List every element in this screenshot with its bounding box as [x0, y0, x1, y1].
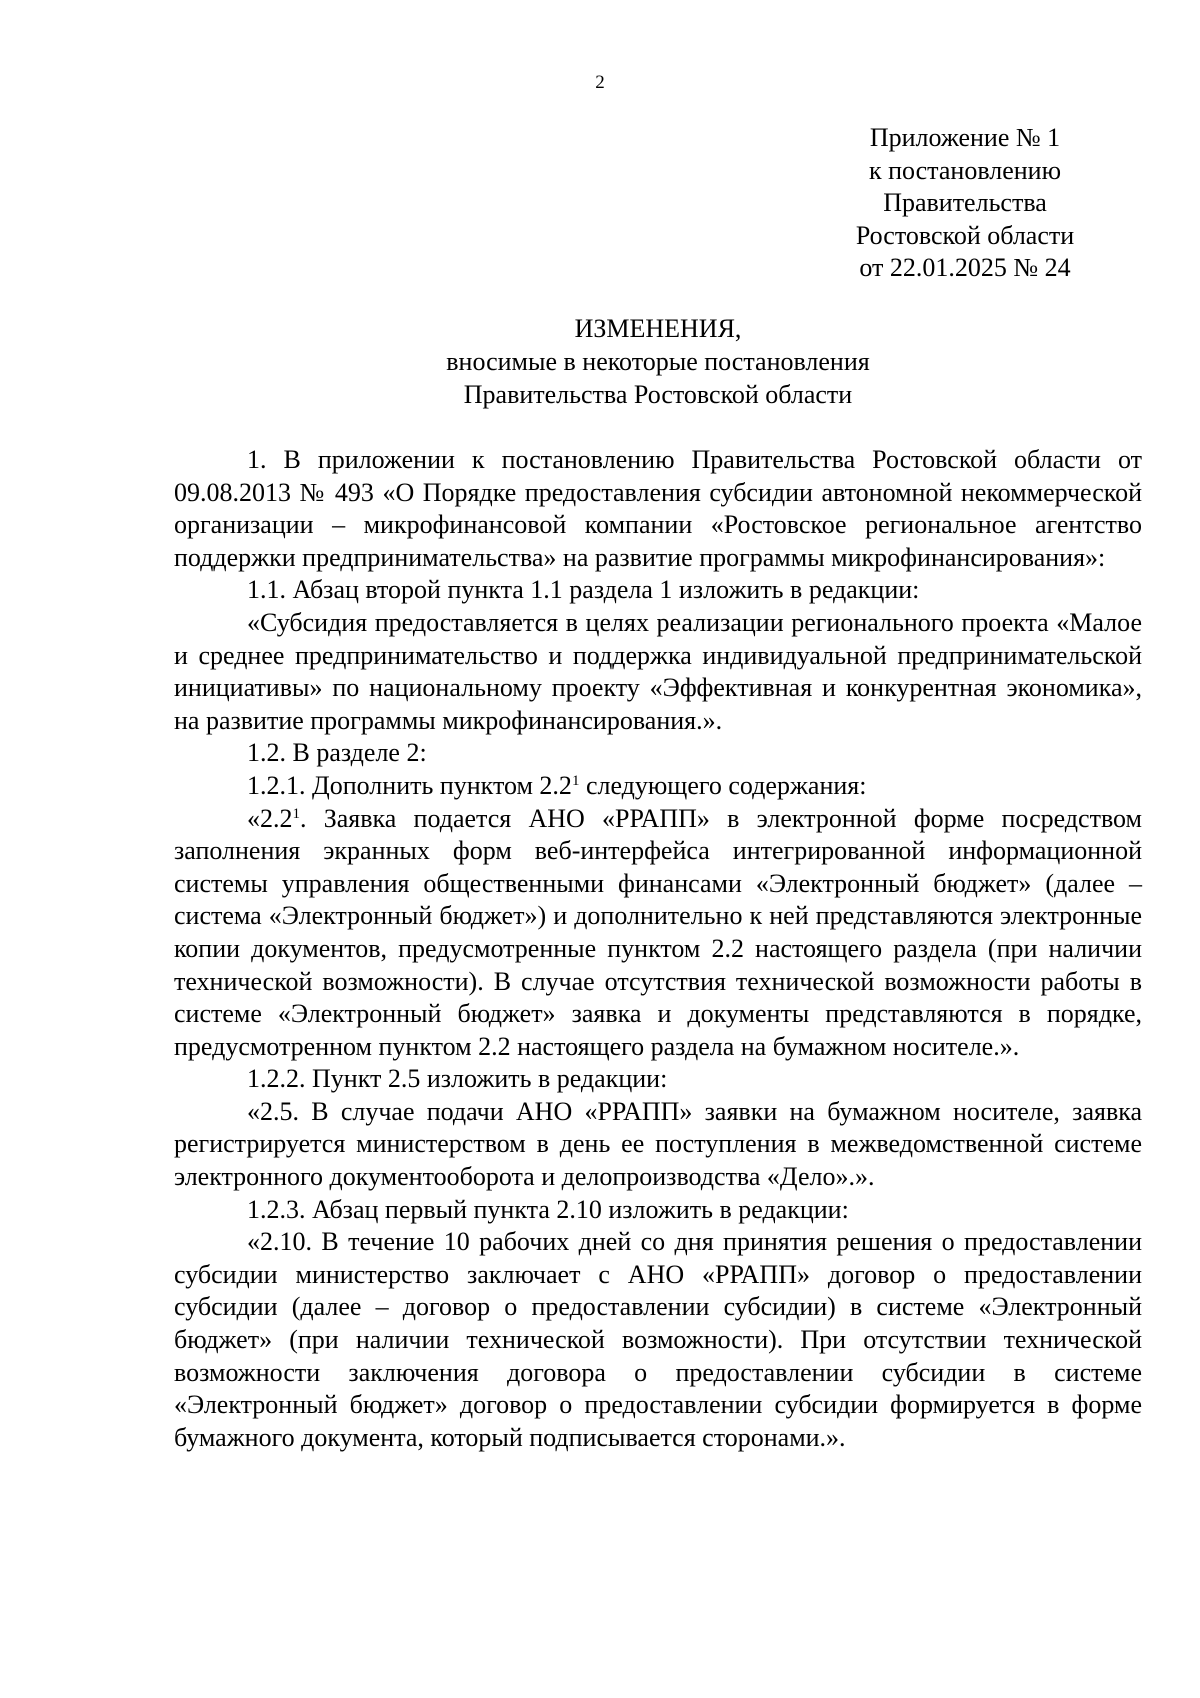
appendix-line: к постановлению [868, 155, 1062, 185]
body-paragraph: «2.10. В течение 10 рабочих дней со дня принятия решения о предоставлении субсидии министерство заключает с АНО «РРАПП» договор о предоставлении субсидии (далее – договор о предоставлении субсидии) в системе «Электронный бюджет» (при наличии технической возможности). При отсутствии технической возможности заключения договора о предоставлении субсидии в системе «Электронный бюджет» договор о предоставлении субсидии формируется в форме бумажного документа, который подписывается сторонами.». [174, 1227, 1142, 1452]
body-paragraph: «Субсидия предоставляется в целях реализации регионального проекта «Малое и среднее предпринимательство и поддержка индивидуальной предпринимательской инициативы» по национальному проекту «Эффективная и конкурентная экономика», на развитие программы микрофинансирования.». [174, 607, 1142, 735]
text-fragment: «2.2 [247, 803, 293, 833]
text-fragment: . Заявка подается АНО «РРАПП» в электронной форме посредством заполнения экранных форм веб-интерфейса интегрированной информационной системы управления общественными финансами «Электронный бюджет» (далее – система «Электронный бюджет») и дополнительно к ней представляются электронные копии документов, предусмотренные пунктом 2.2 настоящего раздела (при наличии технической возможности). В случае отсутствия технической возможности работы в системе «Электронный бюджет» заявка и документы представляются в порядке, предусмотренном пунктом 2.2 настоящего раздела на бумажном носителе.». [174, 803, 1142, 1061]
body-paragraph: 1.2.3. Абзац первый пункта 2.10 изложить в редакции: [247, 1194, 849, 1224]
appendix-block [840, 122, 1090, 285]
body-paragraph: 1.1. Абзац второй пункта 1.1 раздела 1 изложить в редакции: [247, 575, 920, 605]
page-number: 2 [595, 72, 605, 93]
document-heading [174, 312, 1142, 411]
body-paragraph: «2.5. В случае подачи АНО «РРАПП» заявки на бумажном носителе, заявка регистрируется министерством в день ее поступления в межведомственной системе электронного документооборота и делопроизводства «Дело».». [174, 1096, 1142, 1192]
appendix-line: от 22.01.2025 № 24 [859, 253, 1071, 282]
appendix-line: Ростовской области [855, 220, 1075, 250]
body-paragraph [174, 803, 1142, 1064]
appendix-line: Правительства [883, 188, 1047, 217]
text-fragment: следующего содержания: [579, 770, 867, 800]
superscript: 1 [292, 805, 300, 822]
body-paragraph: 1.2.2. Пункт 2.5 изложить в редакции: [247, 1064, 668, 1094]
body-paragraph [174, 770, 1142, 803]
superscript: 1 [571, 772, 580, 789]
document-subtitle: вносимые в некоторые постановления [446, 347, 870, 376]
appendix-line: Приложение № 1 [869, 123, 1061, 152]
body-paragraph: 1. В приложении к постановлению Правительства Ростовской области от 09.08.2013 № 493 «О Порядке предоставления субсидии автономной некоммерческой организации – микрофинансовой компании «Ростовское региональное агентство поддержки предпринимательства» на развитие программы микрофинансирования»: [174, 445, 1142, 572]
document-body [174, 444, 1142, 1454]
document-subtitle: Правительства Ростовской области [463, 380, 853, 409]
body-paragraph: 1.2. В разделе 2: [247, 738, 427, 768]
document-title: ИЗМЕНЕНИЯ, [574, 314, 742, 343]
text-fragment: 1.2.1. Дополнить пунктом 2.2 [247, 770, 572, 800]
